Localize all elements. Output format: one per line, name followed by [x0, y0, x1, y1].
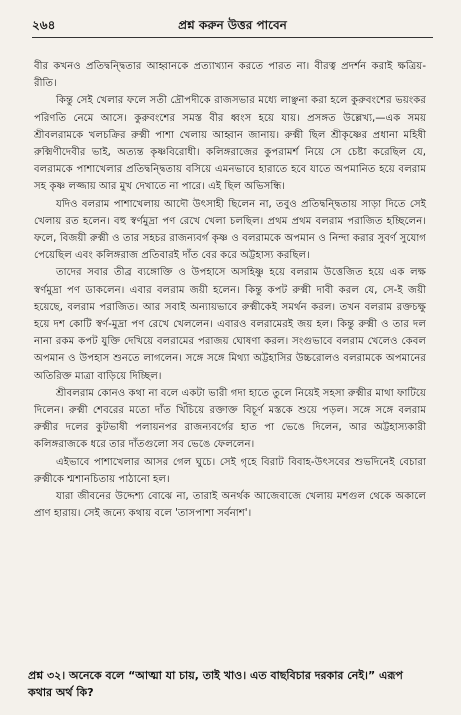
paragraph-3: যদিও বলরাম পাশাখেলায় আদৌ উৎসাহী ছিলেন না, তবুও প্রতিদ্বন্দ্বিতায় সাড়া দিতে সেই খেলায় রত হলেন। বহু স্বর্ণমুদ্রা পণ রেখে খেলা চলছিল। প্রথম প্রথম বলরাম পরাজিত হচ্ছিলেন। ফলে, বিজয়ী রুক্মী ও তার সহচর রাজন্যবর্গ কৃষ্ণ ও বলরামকে অপমান ও নিন্দা করার সুবর্ণ সুযোগ পেয়েছিল এবং কলিঙ্গরাজ প্রতিবারই দাঁত বের করে অট্টহাস্য করছিল।	[34, 198, 426, 262]
paragraph-5: শ্রীবলরাম কোনও কথা না বলে একটা ভারী গদা হাতে তুলে নিয়েই সহসা রুক্মীর মাথা ফাটিয়ে দিলেন। রুক্মী শেবরের মতো দাঁত খিঁচিয়ে রক্তাক্ত বিচূর্ণ মস্তকে শুয়ে পড়ল। সঙ্গে সঙ্গে বলরাম রুক্মীর দলের কুটভাষী পলায়নপর রাজন্যবর্গের হাত পা ভেঙে দিলেন, আর অট্টহাস্যকারী কলিঙ্গরাজকে ধরে তার দাঁতগুলো সব ভেঙে ফেললেন।	[34, 387, 426, 451]
question-block	[28, 667, 428, 701]
paragraph-4: তাদের সবার তীব্র ব্যঙ্গোক্তি ও উপহাসে অসহিষ্ণু হয়ে বলরাম উত্তেজিত হয়ে এক লক্ষ স্বর্ণমুদ্রা পণ ডাকলেন। এবার বলরাম জয়ী হলেন। কিন্তু কপট রুক্মী দাবী করল যে, সে-ই জয়ী হয়েছে, বলরাম পরাজিত। আর সবাই অন্যায়ভাবে রুক্মীকেই সমর্থন করল। তখন বলরাম রক্তচক্ষু হয়ে দশ কোটি স্বর্ণ-মুদ্রা পণ রেখে খেললেন। এবারও বলরামেরই জয় হল। কিন্তু রুক্মী ও তার দল নানা রকম কপট যুক্তি দেখিয়ে বলরামের পরাজয় ঘোষণা করল। সংগুভাবে বলরাম খেলেও কেবল অপমান ও উপহাস শুনতে লাগলেন। সঙ্গে সঙ্গে মিথ্যা অট্টহাসির উচ্চরোলও বলরামকে অপমানের অতিরিক্ত মাত্রা বাড়িয়ে দিচ্ছিল।	[34, 267, 426, 382]
body-text	[34, 58, 426, 522]
question-text: অনেকে বলে “আত্মা যা চায়, তাই খাও। এত বাছবিচার দরকার নেই।” এরূপ কথার অর্থ কি?	[28, 669, 403, 699]
paragraph-7: যারা জীবনের উদ্দেশ্য বোঝে না, তারাই অনর্থক আজেবাজে খেলায় মশগুল থেকে অকালে প্রাণ হারায়। সেই জন্যে কথায় বলে 'তাসপাশা সর্বনাশ'।	[34, 491, 426, 520]
page-header	[32, 17, 433, 35]
page-number: ২৬৪	[32, 18, 56, 32]
paragraph-1: বীর কখনও প্রতিদ্বন্দ্বিতার আহ্বানকে প্রত্যাখ্যান করতে পারত না। বীরত্ব প্রদর্শন করাই ক্ষত্রিয়-রীতি।	[34, 61, 426, 90]
paragraph-6: এইভাবে পাশাখেলার আসর গেল ঘুচে। সেই গৃহে বিরাট বিবাহ-উৎসবের শুভদিনেই বেচারা রুক্মীকে শ্মশানচিতায় পাঠানো হল।	[34, 456, 426, 485]
paragraph-2: কিন্তু সেই খেলার ফলে সতী দ্রৌপদীকে রাজসভার মধ্যে লাঞ্ছনা করা হলে কুরুবংশের ভয়ংকর পরিণতি নেমে আসে। কুরুবংশের সমস্ত বীর ধ্বংস হয়ে যায়। প্রসঙ্গত উল্লেখ্য,—এক সময় শ্রীবলরামকে খলচক্রির রুক্মী পাশা খেলায় আহ্বান জানায়। রুক্মী ছিল শ্রীকৃষ্ণের প্রধানা মহিষী রুক্মিণীদেবীর ভাই, অত্যন্ত কৃষ্ণবিরোধী। কলিঙ্গরাজের কুপরামর্শ নিয়ে সে চেষ্টা করেছিল যে, বলরামকে পাশাখেলার প্রতিদ্বন্দ্বিতায় বসিয়ে এমনভাবে হারাতে হবে যাতে অপমানিত হয়ে বলরাম সহ কৃষ্ণ লজ্জায় আর মুখ দেখাতে না পারে। এই ছিল অভিসন্ধি।	[34, 95, 426, 193]
running-title: প্রশ্ন করুন উত্তর পাবেন	[178, 18, 287, 32]
question-label: প্রশ্ন ৩২।	[28, 669, 66, 682]
header-rule	[32, 37, 433, 38]
